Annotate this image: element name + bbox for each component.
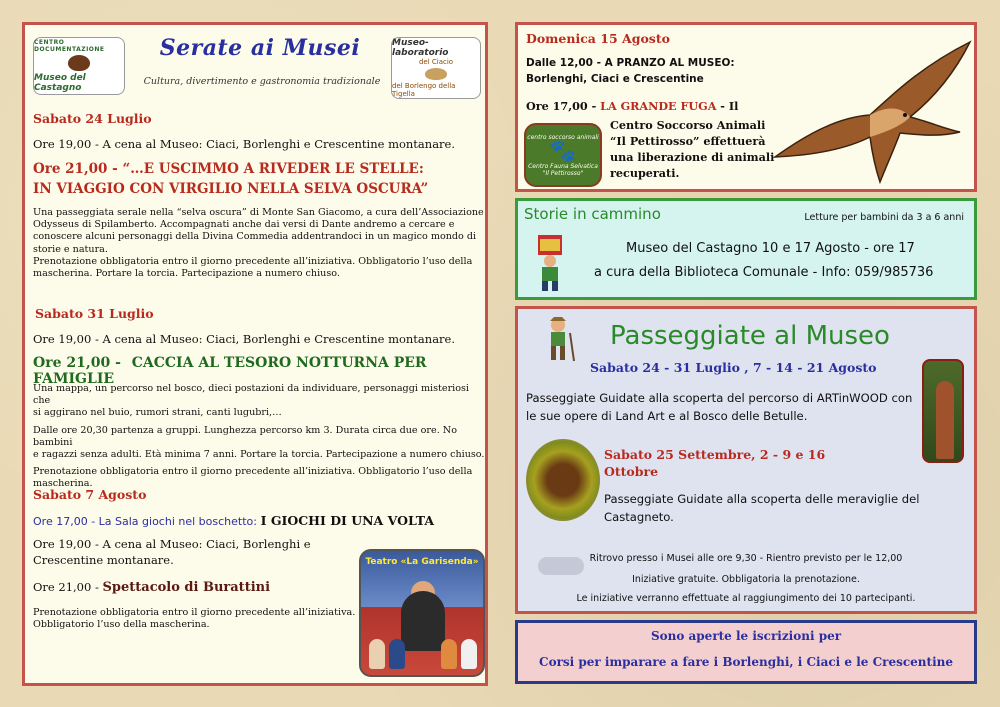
desc-line: le sue opere di Land Art e al Bosco delle Betulle. (526, 409, 808, 423)
fuga-tail: - Il (716, 99, 739, 113)
event-description (33, 607, 355, 631)
logo-ciacio-line1: del Ciacio (418, 58, 454, 66)
desc-line: e ragazzi senza adulti. Età minima 7 anni. Portare la torcia. Partecipazione a numero chiuso. (33, 449, 485, 461)
castagneto-description (604, 490, 919, 526)
child-reading-icon (528, 233, 572, 293)
passeggiate-title: Passeggiate al Museo (610, 321, 890, 351)
event-title-line1: Ore 21,00 - “…E USCIMMO A RIVEDER LE STELLE: (33, 161, 424, 177)
storie-title: Storie in cammino (524, 205, 661, 223)
partecipanti-info: Le iniziative verranno effettuate al raggiungimento dei 10 partecipanti. (576, 593, 916, 604)
desc-line: “Il Pettirosso” effettuerà (610, 134, 766, 148)
event-description (33, 207, 484, 280)
puppet (389, 639, 405, 669)
iscrizioni-panel (515, 620, 977, 684)
desc-line: Obbligatorio l’uso della mascherina. (33, 619, 210, 631)
serate-panel (22, 22, 488, 686)
desc-line: Castagneto. (604, 510, 674, 524)
logo-mid-text: Centro Fauna Selvatica (528, 162, 598, 170)
desc-line: conoscere alcuni personaggi della Divina Commedia addentrandoci in un magico mondo di (33, 231, 477, 243)
logo-ciacio-line2: del Borlengo della Tigella (392, 82, 456, 98)
logo-name: Museo del Castagno (34, 73, 86, 93)
statue-figure (936, 381, 954, 459)
event-time: Ore 21,00 - (33, 355, 121, 371)
puppet (369, 639, 385, 669)
show-time: Ore 21,00 - (33, 580, 99, 594)
teatro-garisenda-photo (359, 549, 485, 677)
desc-line: Centro Soccorso Animali (610, 118, 766, 132)
event-title-line2: IN VIAGGIO CON VIRGILIO NELLA SELVA OSCURA” (33, 181, 429, 197)
event-date-15-agosto: Domenica 15 Agosto (526, 31, 670, 46)
puppet (461, 639, 477, 669)
chestnut-icon (68, 55, 90, 71)
pranzo-menu: Borlenghi, Ciaci e Crescentine (526, 73, 704, 85)
gratuite-info: Iniziative gratuite. Obbligatoria la prenotazione. (632, 574, 860, 585)
desc-line: Prenotazione obbligatoria entro il giorno precedente all’iniziativa. (33, 607, 356, 618)
puppeteer-figure (401, 591, 445, 651)
dinner-line: Ore 19,00 - A cena al Museo: Ciaci, Borlenghi e Crescentine montanare. (33, 137, 456, 151)
desc-line: mascherina. Portare la torcia. Partecipazione a numero chiuso. (33, 268, 340, 280)
passeggiate-panel (515, 306, 977, 614)
show-line (33, 580, 270, 595)
show-title: Spettacolo di Burattini (102, 580, 271, 595)
desc-line: mascherina. (33, 478, 93, 490)
centro-soccorso-logo (524, 123, 602, 187)
wood-statue-photo (922, 359, 964, 463)
artinwood-description (526, 389, 912, 425)
event-description (33, 383, 485, 491)
desc-line: una liberazione di animali (610, 150, 775, 164)
paw-icon: 🐾 (549, 138, 577, 164)
page-title: Serate ai Musei (159, 35, 361, 61)
hiker-icon (538, 315, 578, 363)
logo-ciacio-title: Museo-laboratorio (392, 38, 449, 58)
logo-bot-text: "Il Pettirosso" (542, 169, 584, 177)
passeggiate-dates-summer: Sabato 24 - 31 Luglio , 7 - 14 - 21 Agosto (590, 360, 877, 375)
storie-note: Letture per bambini da 3 a 6 anni (804, 212, 964, 223)
desc-line: si aggirano nel buio, rumori strani, canti lugubri,… (33, 407, 282, 419)
teatro-label: Teatro «La Garisenda» (365, 557, 479, 567)
dinner-line: Ore 19,00 - A cena al Museo: Ciaci, Borlenghi e Crescentine montanare. (33, 332, 456, 346)
passeggiate-dates-autumn (604, 446, 884, 480)
falcon-icon (770, 37, 974, 187)
event-date-31-luglio: Sabato 31 Luglio (35, 306, 154, 321)
event-name: CACCIA AL TESORO NOTTURNA PER FAMIGLIE (33, 355, 427, 387)
games-title: I GIOCHI DI UNA VOLTA (260, 513, 435, 528)
desc-line: Dalle ore 20,30 partenza a gruppi. Lunghezza percorso km 3. Durata circa due ore. No bambini (33, 424, 457, 448)
dates-line: Ottobre (604, 464, 659, 479)
fuga-title: LA GRANDE FUGA (600, 99, 717, 113)
event-date-7-agosto: Sabato 7 Agosto (33, 487, 147, 502)
desc-line: Passeggiate Guidate alla scoperta delle meraviglie del (604, 492, 920, 506)
fuga-description (610, 117, 774, 181)
puppet (441, 639, 457, 669)
museo-ciacio-logo (391, 37, 481, 99)
dinner-line-2: Crescentine montanare. (33, 553, 174, 567)
storie-panel (515, 198, 977, 300)
iscrizioni-heading: Sono aperte le iscrizioni per (650, 629, 842, 643)
desc-line: Prenotazione obbligatoria entro il giorno precedente all’iniziativa. Obbligatorio l’uso della (33, 255, 473, 267)
games-line (33, 513, 434, 528)
museo-castagno-logo (33, 37, 125, 95)
food-icon (425, 68, 447, 80)
ferragosto-panel (515, 22, 977, 192)
pranzo-line: Dalle 12,00 - A PRANZO AL MUSEO: (526, 57, 735, 69)
ritrovo-info: Ritrovo presso i Musei alle ore 9,30 - Rientro previsto per le 12,00 (589, 553, 903, 564)
corsi-line: Corsi per imparare a fare i Borlenghi, i Ciaci e le Crescentine (539, 655, 953, 669)
dinner-line: Ore 19,00 - A cena al Museo: Ciaci, Borlenghi e (33, 537, 311, 551)
desc-line: storie e natura. (33, 243, 108, 255)
chestnut-burr-photo (526, 439, 600, 521)
desc-line: Odysseus di Spilamberto. Accompagnati anche dai versi di Dante andremo a cercare e (33, 219, 455, 231)
logo-top-text: centro soccorso animali (527, 133, 599, 141)
dates-line: Sabato 25 Settembre, 2 - 9 e 16 (604, 447, 826, 462)
desc-line: Prenotazione obbligatoria entro il giorno precedente all’iniziativa. Obbligatorio l’uso della (33, 466, 473, 478)
desc-line: Una passeggiata serale nella “selva oscura” di Monte San Giacomo, a cura dell’Associazione (33, 207, 484, 218)
desc-line: Una mappa, un percorso nel bosco, dieci postazioni da individuare, personaggi misteriosi che (33, 383, 470, 407)
storie-info-line: Museo del Castagno 10 e 17 Agosto - ore 17 (626, 241, 915, 256)
event-date-24-luglio: Sabato 24 Luglio (33, 111, 152, 126)
desc-line: recuperati. (610, 166, 680, 180)
page-subtitle: Cultura, divertimento e gastronomia tradizionale (143, 76, 381, 87)
storie-contact-line: a cura della Biblioteca Comunale - Info: 059/985736 (594, 265, 934, 280)
fuga-line (526, 99, 738, 113)
fuga-time: Ore 17,00 - (526, 99, 597, 113)
logo-arc-text: CENTRO DOCUMENTAZIONE (34, 39, 105, 53)
desc-line: Passeggiate Guidate alla scoperta del percorso di ARTinWOOD con (526, 391, 913, 405)
games-time: Ore 17,00 - La Sala giochi nel boschetto: (33, 515, 257, 528)
